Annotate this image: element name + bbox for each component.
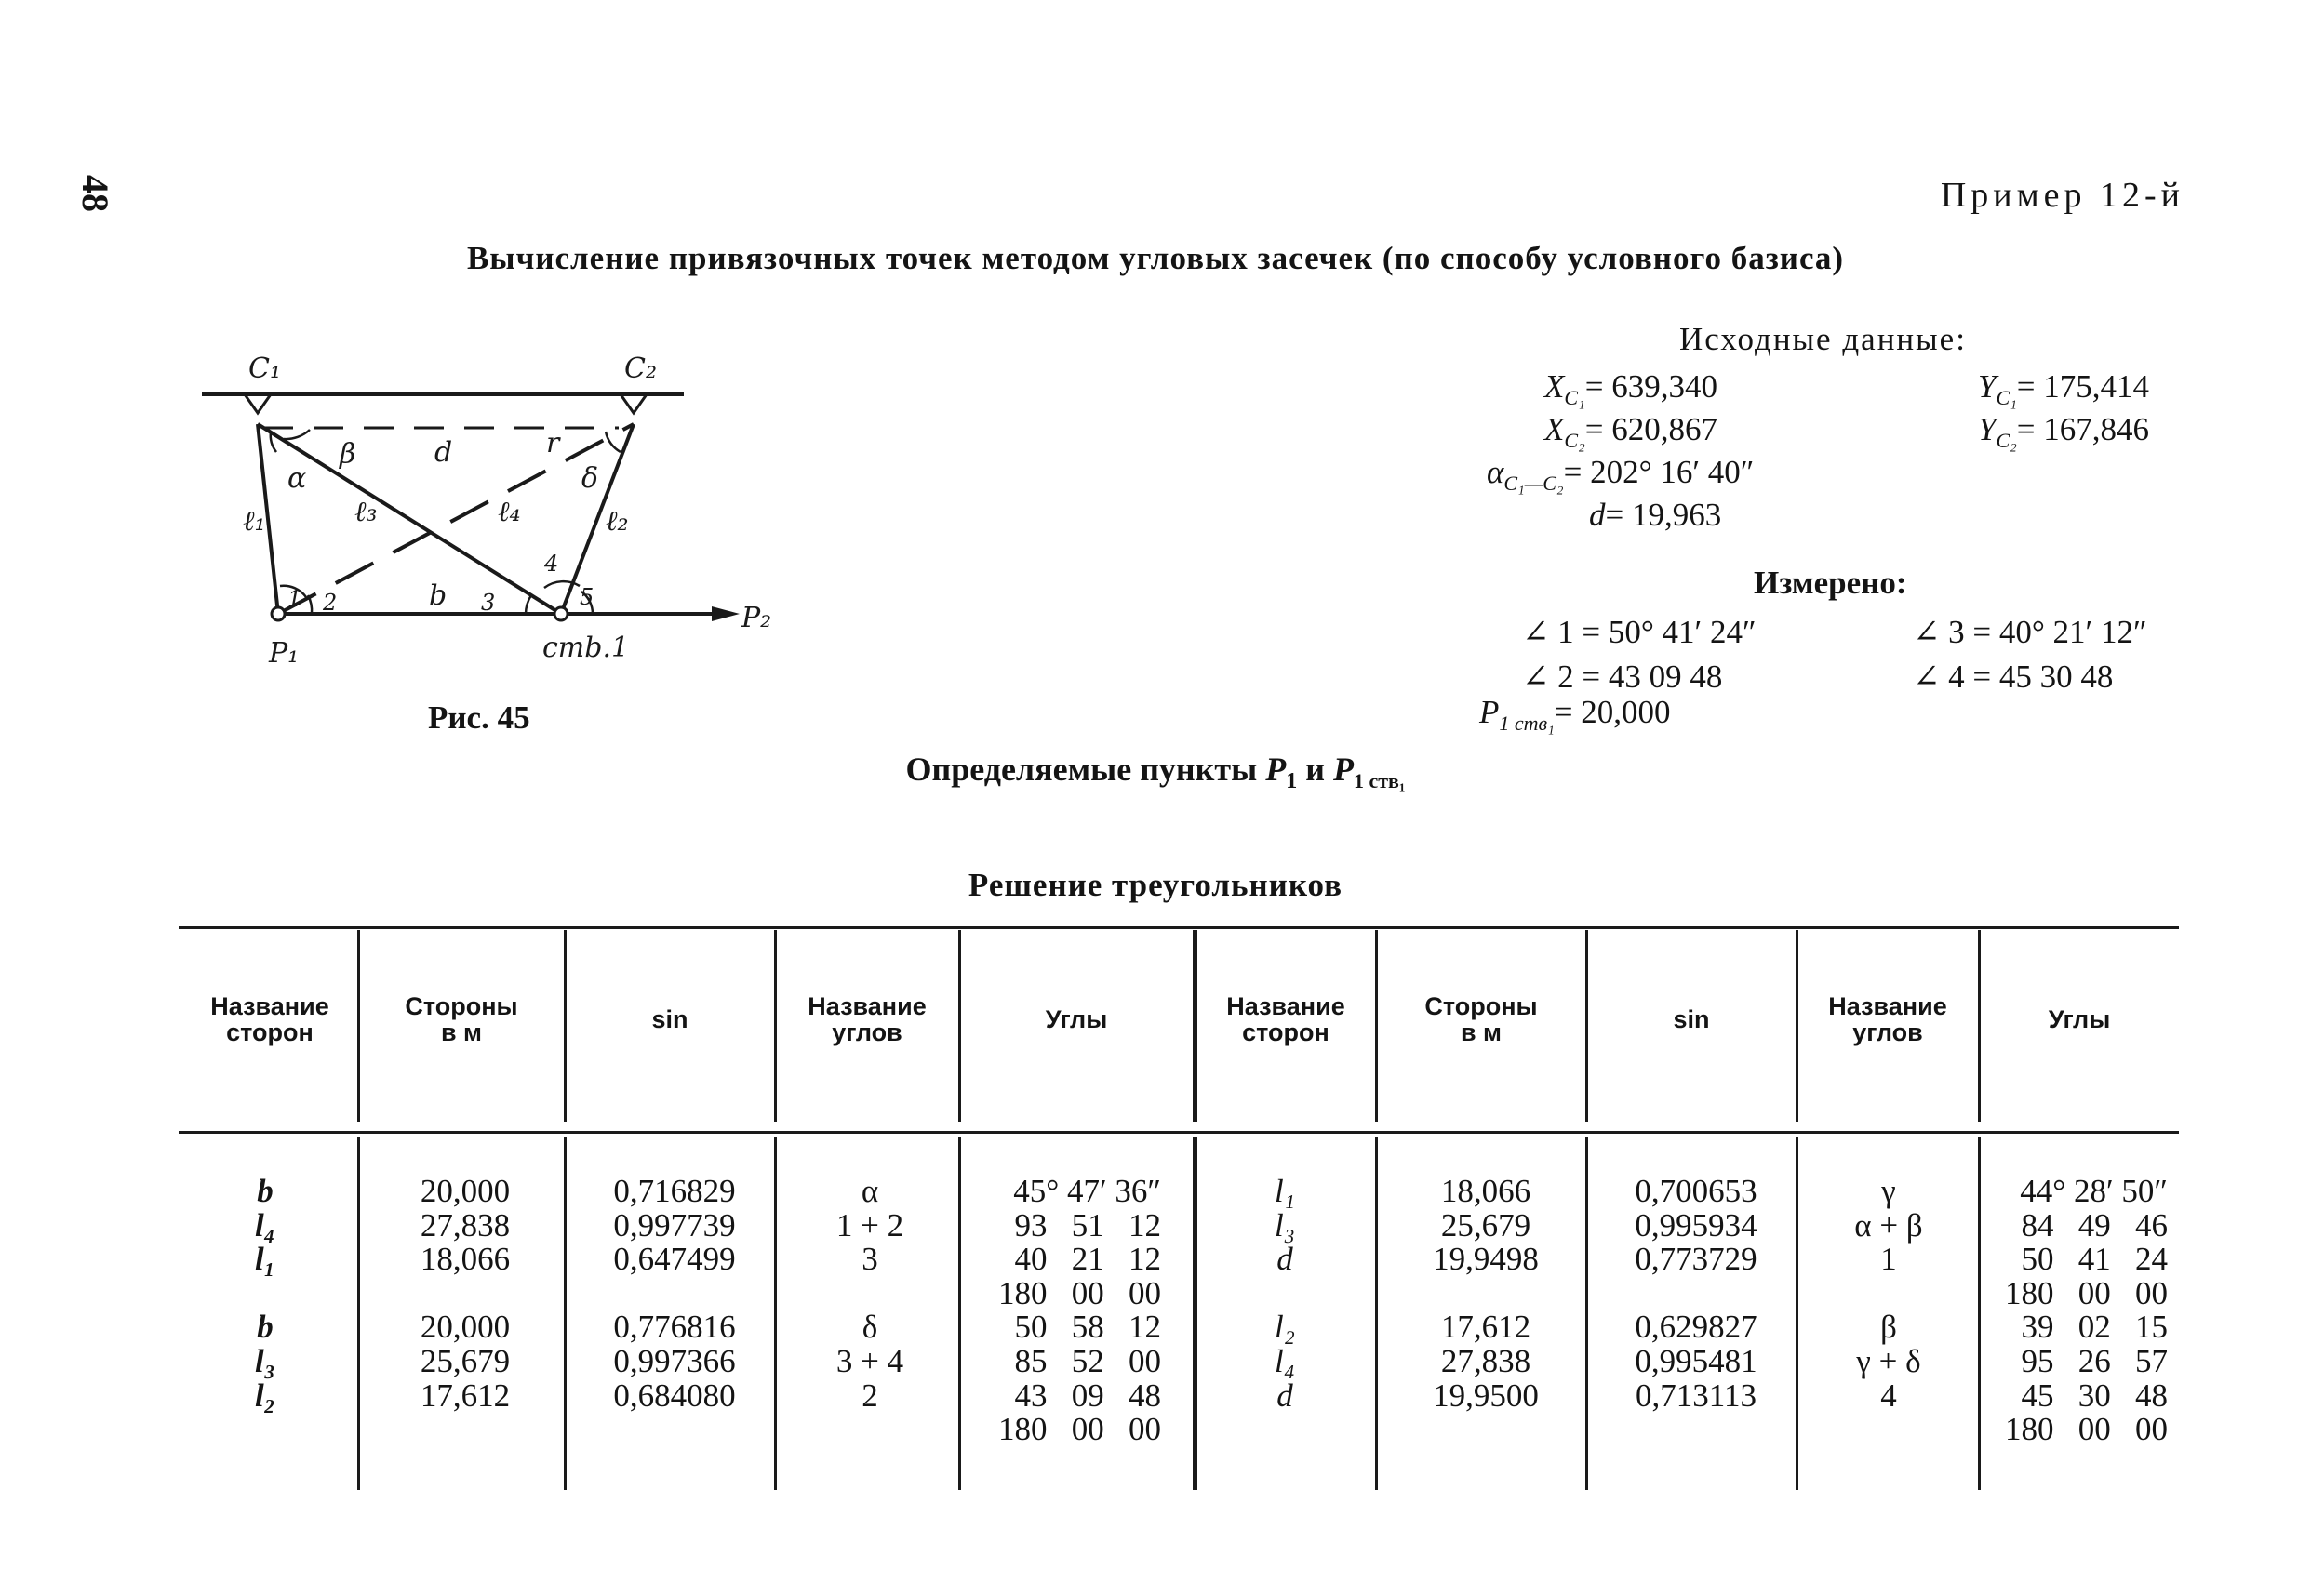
arc-delta bbox=[606, 432, 621, 452]
col-divider-9 bbox=[1978, 930, 1981, 1122]
right-side-names: l₁ l₃ d l₂ l₄ d bbox=[1275, 1173, 1295, 1414]
label-l1: ℓ₁ bbox=[243, 505, 266, 538]
label-delta: δ bbox=[581, 462, 599, 495]
col-divider-1 bbox=[357, 930, 360, 1122]
arc-4 bbox=[544, 581, 580, 588]
col-divider-9-body bbox=[1978, 1137, 1981, 1490]
header-sides-m-right: Стороны в м bbox=[1424, 992, 1538, 1046]
header-sin-left: sin bbox=[651, 1005, 688, 1033]
header-side-names-left: Название сторон bbox=[210, 992, 329, 1046]
label-gamma: r bbox=[546, 427, 560, 459]
col-divider-8-body bbox=[1796, 1137, 1798, 1490]
label-angle-4: 4 bbox=[544, 551, 559, 577]
col-divider-6 bbox=[1375, 930, 1378, 1122]
measured-angle-3: ∠ 3 = 40° 21′ 12″ bbox=[1913, 614, 2147, 650]
measured-heading: Измерено: bbox=[1754, 565, 1907, 601]
measured-angle-4: ∠ 4 = 45 30 48 bbox=[1913, 658, 2114, 695]
col-divider-6-body bbox=[1375, 1137, 1378, 1490]
right-sines: 0,700653 0,995934 0,773729 0,629827 0,995481 0,713113 bbox=[1635, 1173, 1757, 1414]
c2-marker bbox=[621, 394, 647, 413]
label-beta: β bbox=[340, 438, 356, 471]
figure-caption: Рис. 45 bbox=[428, 699, 530, 736]
header-angles-left: Углы bbox=[1045, 1005, 1108, 1033]
left-angle-names: α 1 + 2 3 δ 3 + 4 2 bbox=[835, 1173, 904, 1414]
label-stv1: cmb.1 bbox=[542, 632, 630, 664]
label-p1: P₁ bbox=[269, 637, 300, 670]
page-number: 48 bbox=[74, 175, 116, 212]
figure-45-diagram bbox=[191, 335, 786, 698]
header-angles-right: Углы bbox=[2048, 1005, 2111, 1033]
arrow-p2 bbox=[712, 606, 740, 621]
col-divider-4 bbox=[958, 930, 961, 1122]
right-side-lengths: 18,066 25,679 19,9498 17,612 27,838 19,9500 bbox=[1433, 1173, 1539, 1414]
label-angle-1: 1 bbox=[287, 586, 302, 612]
point-stv1 bbox=[554, 607, 568, 620]
alpha-line: $\alpha_{C_1—C_2}= 202^\circ$ 16′ 40″ bbox=[1487, 454, 1755, 495]
measured-angle-1: ∠ 1 = 50° 41′ 24″ bbox=[1522, 614, 1757, 650]
determined-points-heading: Определяемые пункты $P_1$ и $P_{1 ств_1}$ bbox=[905, 751, 1406, 794]
c1-marker bbox=[245, 394, 271, 413]
label-p2: P₂ bbox=[741, 602, 772, 634]
header-angle-names-left: Название углов bbox=[808, 992, 927, 1046]
header-sides-m-left: Стороны в м bbox=[405, 992, 518, 1046]
col-divider-2 bbox=[564, 930, 567, 1122]
point-p1 bbox=[272, 607, 285, 620]
label-b: b bbox=[429, 579, 448, 612]
table-header-rule bbox=[179, 1131, 2179, 1134]
header-sin-right: sin bbox=[1673, 1005, 1710, 1033]
label-alpha: α bbox=[287, 462, 307, 495]
right-angles: 44° 28′ 50″ 84 49 46 50 41 24 180 00 00 39 02 15 95 26 57 45 30 48 180 00 00 bbox=[2005, 1173, 2168, 1448]
col-divider-5 bbox=[1193, 930, 1197, 1122]
page-title: Вычисление привязочных точек методом угловых засечек (по способу условного базиса) bbox=[466, 240, 1845, 276]
col-divider-7 bbox=[1585, 930, 1588, 1122]
col-divider-8 bbox=[1796, 930, 1798, 1122]
xc1-line: $X_{C_1}= 639,340$ bbox=[1544, 368, 1717, 409]
col-divider-5-body bbox=[1193, 1137, 1197, 1490]
yc2-line: $Y_{C_2}= 167,846$ bbox=[1978, 411, 2150, 452]
left-side-lengths: 20,000 27,838 18,066 20,000 25,679 17,612 bbox=[420, 1173, 511, 1414]
arc-beta bbox=[284, 430, 310, 439]
col-divider-2-body bbox=[564, 1137, 567, 1490]
measured-angle-2: ∠ 2 = 43 09 48 bbox=[1522, 658, 1723, 695]
label-angle-3: 3 bbox=[481, 590, 496, 616]
arc-3 bbox=[526, 595, 531, 614]
right-angle-names: γ α + β 1 β γ + δ 4 bbox=[1854, 1173, 1923, 1414]
col-divider-3-body bbox=[774, 1137, 777, 1490]
source-data-heading: Исходные данные: bbox=[1679, 321, 1967, 357]
label-l3: ℓ₃ bbox=[354, 496, 378, 528]
left-side-names: b l₄ l₁ b l₃ l₂ bbox=[255, 1173, 275, 1414]
label-d: d bbox=[434, 436, 453, 469]
label-angle-2: 2 bbox=[323, 590, 338, 616]
xc2-line: $X_{C_2}= 620,867$ bbox=[1544, 411, 1717, 452]
label-angle-5: 5 bbox=[580, 584, 594, 610]
d-line: d= 19,963 bbox=[1589, 497, 1722, 533]
header-side-names-right: Название сторон bbox=[1226, 992, 1345, 1046]
col-divider-3 bbox=[774, 930, 777, 1122]
label-l4: ℓ₄ bbox=[498, 496, 521, 528]
label-c1: C₁ bbox=[248, 352, 281, 385]
measured-p-line: $P_{1 ств_1}= 20,000$ bbox=[1479, 694, 1671, 735]
left-sines: 0,716829 0,997739 0,647499 0,776816 0,997366 0,684080 bbox=[613, 1173, 736, 1414]
example-label: Пример 12-й bbox=[1940, 176, 2184, 215]
header-angle-names-right: Название углов bbox=[1828, 992, 1947, 1046]
solution-heading: Решение треугольников bbox=[968, 867, 1343, 903]
col-divider-4-body bbox=[958, 1137, 961, 1490]
label-l2: ℓ₂ bbox=[606, 505, 629, 538]
table-top-rule bbox=[179, 926, 2179, 929]
yc1-line: $Y_{C_1}= 175,414$ bbox=[1978, 368, 2150, 409]
left-angles: 45° 47′ 36″ 93 51 12 40 21 12 180 00 00 50 58 12 85 52 00 43 09 48 180 00 00 bbox=[998, 1173, 1161, 1448]
col-divider-7-body bbox=[1585, 1137, 1588, 1490]
label-c2: C₂ bbox=[624, 352, 657, 385]
col-divider-1-body bbox=[357, 1137, 360, 1490]
